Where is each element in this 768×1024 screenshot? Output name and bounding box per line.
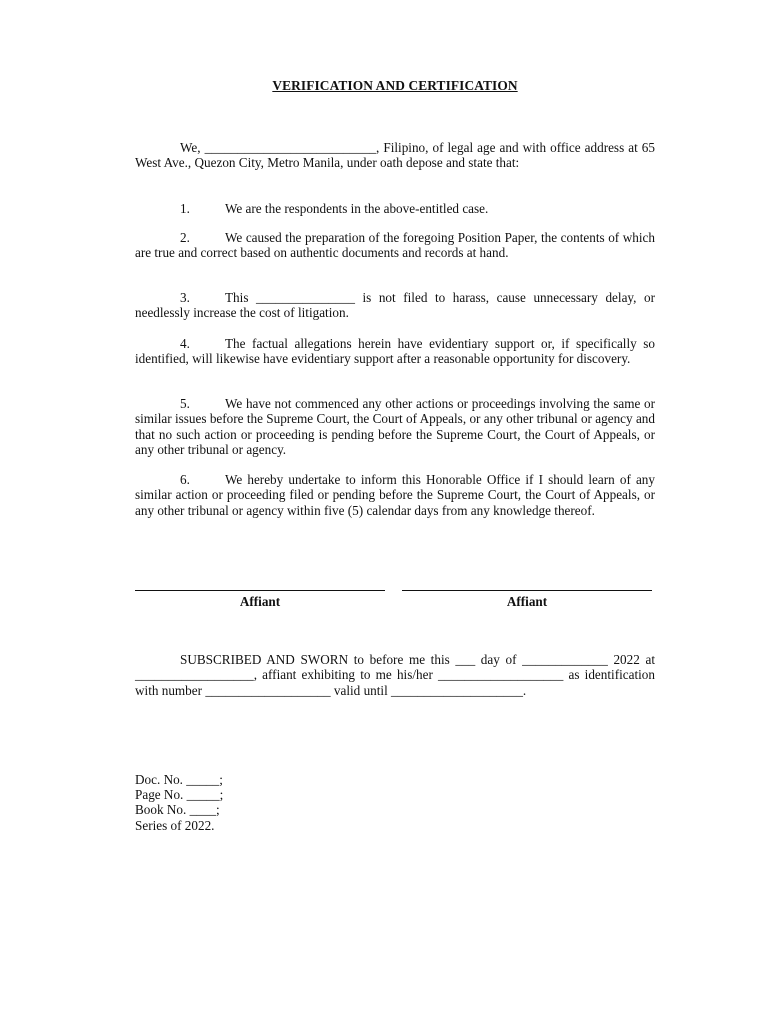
item-text: This _______________ is not filed to harass, cause unnecessary delay, or needlessly increase the cost of litigation. [135, 290, 655, 321]
item-text: We are the respondents in the above-entitled case. [225, 201, 489, 216]
book-no: Book No. ____; [135, 802, 220, 818]
doc-no: Doc. No. _____; [135, 772, 223, 787]
item-4 [135, 336, 655, 367]
item-text: We have not commenced any other actions or proceedings involving the same or similar issues before the Supreme Court, the Court of Appeals, or any other tribunal or agency and that no such action or proceeding is pending before the Supreme Court, the Court of Appeals, or any other tribunal or agency. [135, 396, 655, 458]
item-number: 6. [180, 472, 190, 487]
signature-line [402, 580, 652, 591]
item-number: 1. [180, 201, 190, 216]
item-number: 4. [180, 336, 190, 351]
item-2 [135, 230, 655, 261]
item-text: We hereby undertake to inform this Honorable Office if I should learn of any similar action or proceeding filed or pending before the Supreme Court, the Court of Appeals, or any other tribunal or agency within five (5) calendar days from any knowledge thereof. [135, 472, 655, 518]
page-no: Page No. _____; [135, 787, 224, 803]
item-5 [135, 396, 655, 458]
item-number: 5. [180, 396, 190, 411]
intro-text: We, __________________________, Filipino, of legal age and with office address at 65 West Ave., Quezon City, Metro Manila, under oath depose and state that: [135, 140, 655, 171]
notarial-details [135, 772, 223, 833]
signature-line [135, 580, 385, 591]
item-1 [135, 201, 655, 216]
item-3 [135, 290, 655, 321]
item-text: The factual allegations herein have evidentiary support or, if specifically so identified, will likewise have evidentiary support after a reasonable opportunity for discovery. [135, 336, 655, 367]
document-title: VERIFICATION AND CERTIFICATION [272, 78, 518, 93]
item-number: 3. [180, 290, 190, 305]
series: Series of 2022. [135, 817, 215, 833]
intro-paragraph [135, 140, 655, 171]
signature-block-left [135, 580, 385, 610]
document-page [135, 0, 655, 1024]
item-number: 2. [180, 230, 190, 245]
jurat-text: SUBSCRIBED AND SWORN to before me this ___ day of _____________ 2022 at __________________, affiant exhibiting to me his/her ___________________ as identification with number ___________________ valid until ____________________. [135, 652, 655, 698]
affiant-label: Affiant [506, 594, 548, 609]
jurat-paragraph [135, 652, 655, 698]
item-6 [135, 472, 655, 518]
affiant-label: Affiant [239, 594, 281, 609]
item-text: We caused the preparation of the foregoing Position Paper, the contents of which are true and correct based on authentic documents and records at hand. [135, 230, 655, 261]
signature-block-right [402, 580, 652, 610]
